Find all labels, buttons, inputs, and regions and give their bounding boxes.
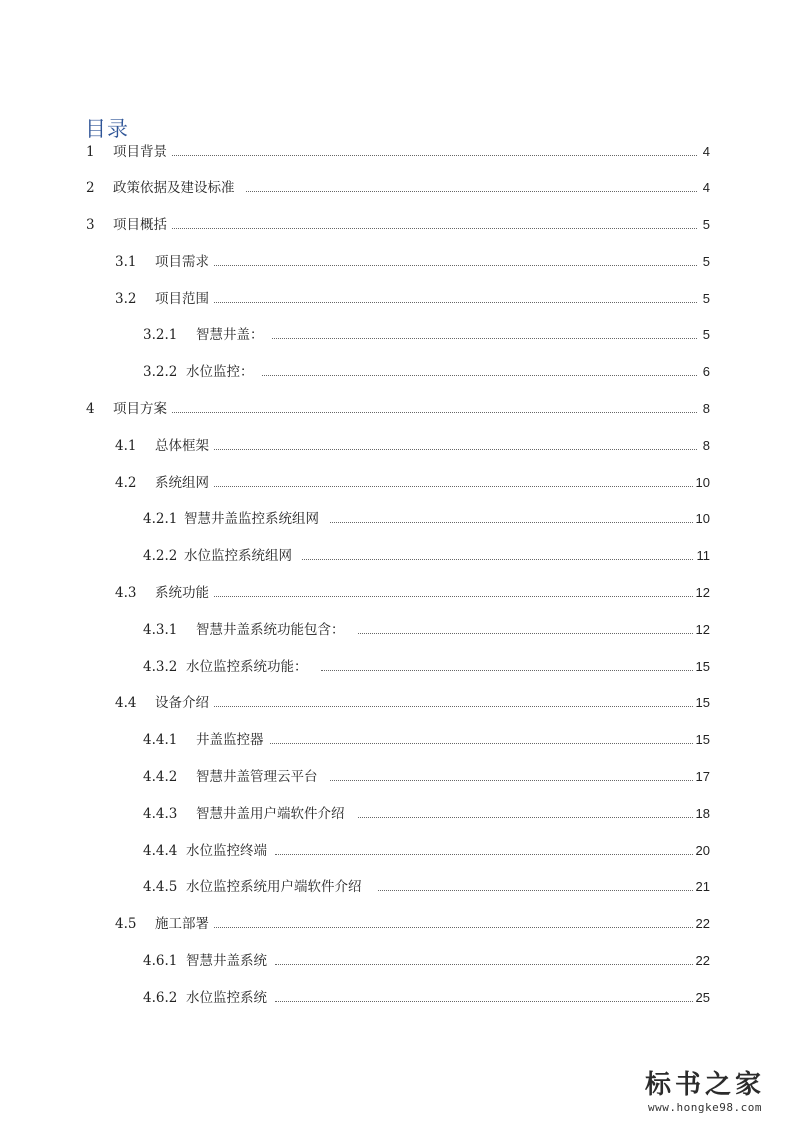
toc-entry[interactable] — [0, 399, 794, 419]
toc-leader — [214, 693, 693, 707]
toc-leader — [321, 657, 693, 671]
toc-entry-page: 8 — [702, 438, 710, 453]
toc-entry-page: 15 — [695, 732, 710, 747]
toc-entry[interactable] — [0, 289, 794, 309]
toc-entry-number: 4.4.5 — [143, 879, 178, 895]
toc-entry[interactable] — [0, 325, 794, 345]
toc-leader — [330, 767, 693, 781]
toc-entry[interactable] — [0, 657, 794, 677]
toc-entry-page: 4 — [702, 144, 710, 159]
toc-entry-text: 智慧井盖用户端软件介绍 — [196, 806, 345, 822]
toc-entry[interactable] — [0, 178, 794, 198]
toc-entry-text: 水位监控系统组网 — [184, 548, 292, 564]
toc-entry-text: 施工部署 — [155, 916, 209, 932]
toc-entry-text: 智慧井盖： — [196, 327, 264, 343]
toc-entry-page: 21 — [695, 879, 710, 894]
toc-entry-text: 水位监控系统功能： — [186, 659, 308, 675]
toc-entry[interactable] — [0, 951, 794, 971]
watermark-url: www.hongke98.com — [648, 1101, 762, 1114]
toc-entry-text: 设备介绍 — [155, 695, 209, 711]
toc-leader — [214, 436, 697, 450]
toc-entry[interactable] — [0, 988, 794, 1008]
toc-leader — [214, 289, 697, 303]
toc-entry-text: 智慧井盖管理云平台 — [196, 769, 318, 785]
toc-entry-number: 4.1 — [115, 438, 137, 454]
toc-entry-number: 4.5 — [115, 916, 137, 932]
toc-entry[interactable] — [0, 730, 794, 750]
toc-leader — [275, 988, 693, 1002]
toc-entry-number: 1 — [86, 144, 95, 160]
toc-leader — [172, 399, 697, 413]
toc-entry-text: 智慧井盖系统 — [186, 953, 267, 969]
toc-entry[interactable] — [0, 142, 794, 162]
toc-entry-page: 12 — [695, 585, 710, 600]
toc-entry[interactable] — [0, 841, 794, 861]
toc-leader — [275, 951, 693, 965]
toc-entry[interactable] — [0, 914, 794, 934]
toc-entry-number: 4.3 — [115, 585, 137, 601]
toc-leader — [378, 877, 693, 891]
toc-entry[interactable] — [0, 473, 794, 493]
toc-entry-text: 项目需求 — [155, 254, 209, 270]
toc-entry[interactable] — [0, 620, 794, 640]
toc-entry[interactable] — [0, 877, 794, 897]
toc-entry-page: 18 — [695, 806, 710, 821]
toc-entry-number: 3.2 — [115, 291, 137, 307]
toc-entry-text: 系统组网 — [155, 475, 209, 491]
toc-entry-number: 4.2.2 — [143, 548, 178, 564]
toc-entry-text: 智慧井盖系统功能包含： — [196, 622, 345, 638]
toc-entry[interactable] — [0, 693, 794, 713]
toc-entry-page: 5 — [702, 254, 710, 269]
toc-leader — [246, 178, 697, 192]
toc-entry-text: 项目范围 — [155, 291, 209, 307]
toc-entry-page: 4 — [702, 180, 710, 195]
toc-entry-page: 6 — [702, 364, 710, 379]
toc-entry-page: 15 — [695, 659, 710, 674]
toc-entry[interactable] — [0, 509, 794, 529]
toc-entry-text: 项目背景 — [113, 144, 167, 160]
toc-entry[interactable] — [0, 215, 794, 235]
toc-entry-page: 8 — [702, 401, 710, 416]
toc-leader — [302, 546, 693, 560]
toc-leader — [214, 252, 697, 266]
toc-entry[interactable] — [0, 362, 794, 382]
toc-entry-page: 15 — [695, 695, 710, 710]
toc-entry-text: 水位监控系统用户端软件介绍 — [186, 879, 362, 895]
toc-entry-page: 20 — [695, 843, 710, 858]
toc-entry[interactable] — [0, 546, 794, 566]
toc-entry-page: 22 — [695, 916, 710, 931]
watermark-logo — [630, 1069, 780, 1114]
toc-entry-number: 4.4.4 — [143, 843, 178, 859]
toc-entry-text: 井盖监控器 — [196, 732, 264, 748]
toc-entry-number: 4.3.2 — [143, 659, 178, 675]
toc-title: 目录 — [85, 117, 129, 141]
toc-entry-number: 4.4.3 — [143, 806, 178, 822]
toc-entry-number: 4.3.1 — [143, 622, 178, 638]
toc-entry-text: 项目方案 — [113, 401, 167, 417]
toc-entry-text: 水位监控系统 — [186, 990, 267, 1006]
toc-leader — [275, 841, 693, 855]
toc-entry-number: 4.2.1 — [143, 511, 178, 527]
toc-entry[interactable] — [0, 804, 794, 824]
toc-entry-number: 2 — [86, 180, 95, 196]
toc-entry-number: 4.4.2 — [143, 769, 178, 785]
toc-entry-page: 17 — [695, 769, 710, 784]
toc-leader — [172, 215, 697, 229]
toc-entry-number: 4 — [86, 401, 95, 417]
toc-entry-text: 政策依据及建设标准 — [113, 180, 235, 196]
toc-leader — [358, 804, 693, 818]
toc-entry-page: 10 — [695, 511, 710, 526]
toc-entry-page: 25 — [695, 990, 710, 1005]
toc-entry-text: 水位监控终端 — [186, 843, 267, 859]
toc-entry-number: 4.6.1 — [143, 953, 178, 969]
watermark-title: 标书之家 — [644, 1070, 765, 1100]
toc-entry-number: 4.4 — [115, 695, 137, 711]
toc-entry[interactable] — [0, 252, 794, 272]
toc-leader — [272, 325, 697, 339]
toc-entry-number: 3.2.2 — [143, 364, 178, 380]
toc-leader — [172, 142, 697, 156]
toc-entry-page: 12 — [695, 622, 710, 637]
toc-entry-page: 5 — [702, 217, 710, 232]
toc-entry-page: 11 — [696, 548, 710, 563]
toc-entry-page: 10 — [695, 475, 710, 490]
toc-entry-number: 3 — [86, 217, 95, 233]
toc-entry-page: 5 — [702, 291, 710, 306]
toc-entry-text: 总体框架 — [155, 438, 209, 454]
toc-entry[interactable] — [0, 767, 794, 787]
toc-entry[interactable] — [0, 583, 794, 603]
toc-entry-number: 4.2 — [115, 475, 137, 491]
toc-entry-text: 水位监控： — [186, 364, 254, 380]
toc-leader — [270, 730, 693, 744]
toc-leader — [330, 509, 693, 523]
toc-leader — [214, 473, 693, 487]
toc-leader — [214, 914, 693, 928]
toc-leader — [214, 583, 693, 597]
toc-entry-number: 3.2.1 — [143, 327, 178, 343]
toc-entry-text: 智慧井盖监控系统组网 — [184, 511, 319, 527]
toc-entry-number: 4.4.1 — [143, 732, 178, 748]
toc-leader — [358, 620, 693, 634]
toc-entry-page: 22 — [695, 953, 710, 968]
toc-leader — [262, 362, 697, 376]
toc-entry-number: 3.1 — [115, 254, 137, 270]
toc-entry-text: 系统功能 — [155, 585, 209, 601]
toc-entry[interactable] — [0, 436, 794, 456]
toc-entry-page: 5 — [702, 327, 710, 342]
toc-entry-text: 项目概括 — [113, 217, 167, 233]
toc-entry-number: 4.6.2 — [143, 990, 178, 1006]
